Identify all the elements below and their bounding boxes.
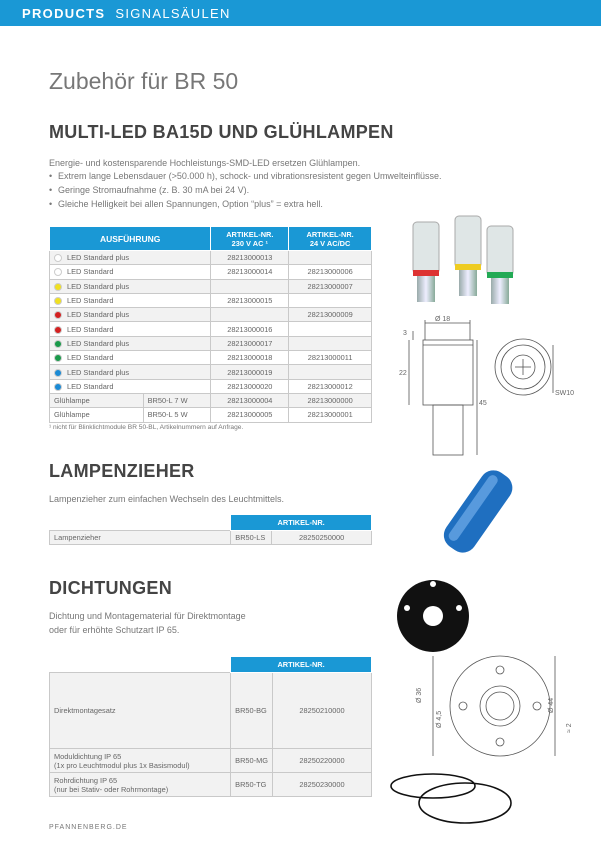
- header-bar: [0, 0, 601, 26]
- row-a230: 28213000016: [211, 322, 289, 336]
- row-type: BR50-L 7 W: [143, 393, 211, 407]
- color-dot-icon: [54, 369, 62, 377]
- col-230v: ARTIKEL-NR. 230 V AC ¹: [211, 227, 289, 251]
- color-dot-icon: [54, 268, 62, 276]
- item-name: Moduldichtung IP 65 (1x pro Leuchtmodul plus 1x Basismodul): [50, 749, 231, 773]
- row-a24: 28213000009: [289, 308, 372, 322]
- row-a230: 28213000013: [211, 251, 289, 265]
- row-a24: 28213000006: [289, 265, 372, 279]
- color-dot-icon: [54, 326, 62, 334]
- row-name: LED Standard: [67, 324, 114, 334]
- item-name: Lampenzieher: [50, 531, 231, 545]
- row-name: LED Standard: [67, 267, 114, 277]
- row-name: LED Standard: [67, 381, 114, 391]
- row-a230: 28213000018: [211, 351, 289, 365]
- row-name: Glühlampe: [54, 396, 90, 406]
- row-a230: 28213000015: [211, 293, 289, 307]
- dim-h2: ≈ 2: [566, 723, 573, 733]
- row-a230: 28213000019: [211, 365, 289, 379]
- row-a230: 28213000004: [211, 393, 289, 407]
- row-name: LED Standard: [67, 353, 114, 363]
- header-products: PRODUCTS: [22, 6, 106, 21]
- bullet: • Gleiche Helligkeit bei allen Spannungen, Option “plus” = extra hell.: [49, 197, 441, 211]
- table-row: [50, 379, 372, 393]
- row-a24: [289, 365, 372, 379]
- col-24v: ARTIKEL-NR. 24 V AC/DC: [289, 227, 372, 251]
- dim-sw10: SW10: [555, 390, 575, 397]
- row-a230: 28213000005: [211, 408, 289, 422]
- row-a230: 28213000020: [211, 379, 289, 393]
- row-name: Glühlampe: [54, 410, 90, 420]
- table-row: [50, 293, 372, 307]
- row-a230: [211, 279, 289, 293]
- row-name: LED Standard plus: [67, 367, 130, 377]
- item-name: Rohrdichtung IP 65 (nur bei Stativ- oder Rohrmontage): [50, 773, 231, 797]
- dim-d45: Ø 4,5: [436, 710, 443, 728]
- dichtungen-text1: Dichtung und Montagematerial für Direktmontage: [49, 611, 246, 621]
- dim-d36: Ø 36: [416, 687, 423, 703]
- item-type: BR50-TG: [231, 773, 273, 797]
- table-row: [50, 351, 372, 365]
- lampenzieher-table: [49, 514, 372, 545]
- dichtungen-table: [49, 656, 372, 797]
- row-name: LED Standard: [67, 296, 114, 306]
- item-art: 28250220000: [273, 749, 372, 773]
- led-table: [49, 226, 372, 423]
- color-dot-icon: [54, 354, 62, 362]
- section-heading-led: MULTI-LED BA15D UND GLÜHLAMPEN: [49, 122, 394, 142]
- row-a24: 28213000011: [289, 351, 372, 365]
- item-type: BR50-BG: [231, 673, 273, 749]
- table-row: [50, 408, 372, 422]
- row-name: LED Standard plus: [67, 253, 130, 263]
- row-name: LED Standard plus: [67, 338, 130, 348]
- row-a24: 28213000001: [289, 408, 372, 422]
- dim-3: 3: [403, 330, 407, 337]
- header-section: SIGNALSÄULEN: [115, 6, 231, 21]
- row-a230: 28213000014: [211, 265, 289, 279]
- item-art: 28250250000: [272, 531, 372, 545]
- row-a24: [289, 322, 372, 336]
- table-row: [50, 393, 372, 407]
- section-heading-dichtungen: DICHTUNGEN: [49, 578, 172, 598]
- dim-45: 45: [479, 400, 487, 407]
- page-title: Zubehör für BR 50: [49, 68, 239, 94]
- dichtungen-text2: oder für erhöhte Schutzart IP 65.: [49, 625, 180, 635]
- color-dot-icon: [54, 383, 62, 391]
- col-artikel: ARTIKEL-NR.: [231, 515, 372, 531]
- bullet: • Geringe Stromaufnahme (z. B. 30 mA bei 24 V).: [49, 183, 441, 197]
- color-dot-icon: [54, 297, 62, 305]
- lampenzieher-text: Lampenzieher zum einfachen Wechseln des Leuchtmittels.: [49, 494, 284, 504]
- lampenzieher-image: [430, 468, 530, 560]
- row-a24: [289, 293, 372, 307]
- color-dot-icon: [54, 311, 62, 319]
- row-a24: 28213000007: [289, 279, 372, 293]
- row-a230: 28213000017: [211, 336, 289, 350]
- dim-22: 22: [399, 370, 407, 377]
- table-row: [50, 251, 372, 265]
- led-bullets: [49, 169, 441, 211]
- footer-url: PFANNENBERG.DE: [49, 824, 128, 831]
- table-row: [50, 365, 372, 379]
- led-intro: Energie- und kostensparende Hochleistungs-SMD-LED ersetzen Glühlampen.: [49, 158, 361, 168]
- item-name: Direktmontagesatz: [50, 673, 231, 749]
- led-dimension-drawing: [395, 315, 575, 470]
- row-a230: [211, 308, 289, 322]
- dichtungen-drawing: [385, 578, 601, 833]
- table-row: [50, 308, 372, 322]
- row-a24: 28213000000: [289, 393, 372, 407]
- table-row: [50, 322, 372, 336]
- col-ausfuehrung: AUSFÜHRUNG: [50, 227, 211, 251]
- table-row: [50, 279, 372, 293]
- color-dot-icon: [54, 254, 62, 262]
- item-type: BR50-MG: [231, 749, 273, 773]
- table-row: [50, 265, 372, 279]
- bullet: • Extrem lange Lebensdauer (>50.000 h), schock- und vibrationsresistent gegen Umwelteinflüsse.: [49, 169, 441, 183]
- row-a24: 28213000012: [289, 379, 372, 393]
- row-a24: [289, 251, 372, 265]
- row-a24: [289, 336, 372, 350]
- section-heading-lampenzieher: LAMPENZIEHER: [49, 461, 195, 481]
- footnote: ¹ nicht für Blinklichtmodule BR 50-BL, Artikelnummern auf Anfrage.: [49, 424, 244, 431]
- table-row: [50, 336, 372, 350]
- dim-d18: Ø 18: [435, 316, 451, 323]
- item-art: 28250230000: [273, 773, 372, 797]
- item-type: BR50-LS: [231, 531, 272, 545]
- row-type: BR50-L 5 W: [143, 408, 211, 422]
- row-name: LED Standard plus: [67, 281, 130, 291]
- row-name: LED Standard plus: [67, 310, 130, 320]
- color-dot-icon: [54, 340, 62, 348]
- dim-d44: Ø 44: [548, 697, 555, 713]
- color-dot-icon: [54, 283, 62, 291]
- col-artikel: ARTIKEL-NR.: [231, 657, 372, 673]
- led-bulbs-image: [395, 212, 535, 312]
- item-art: 28250210000: [273, 673, 372, 749]
